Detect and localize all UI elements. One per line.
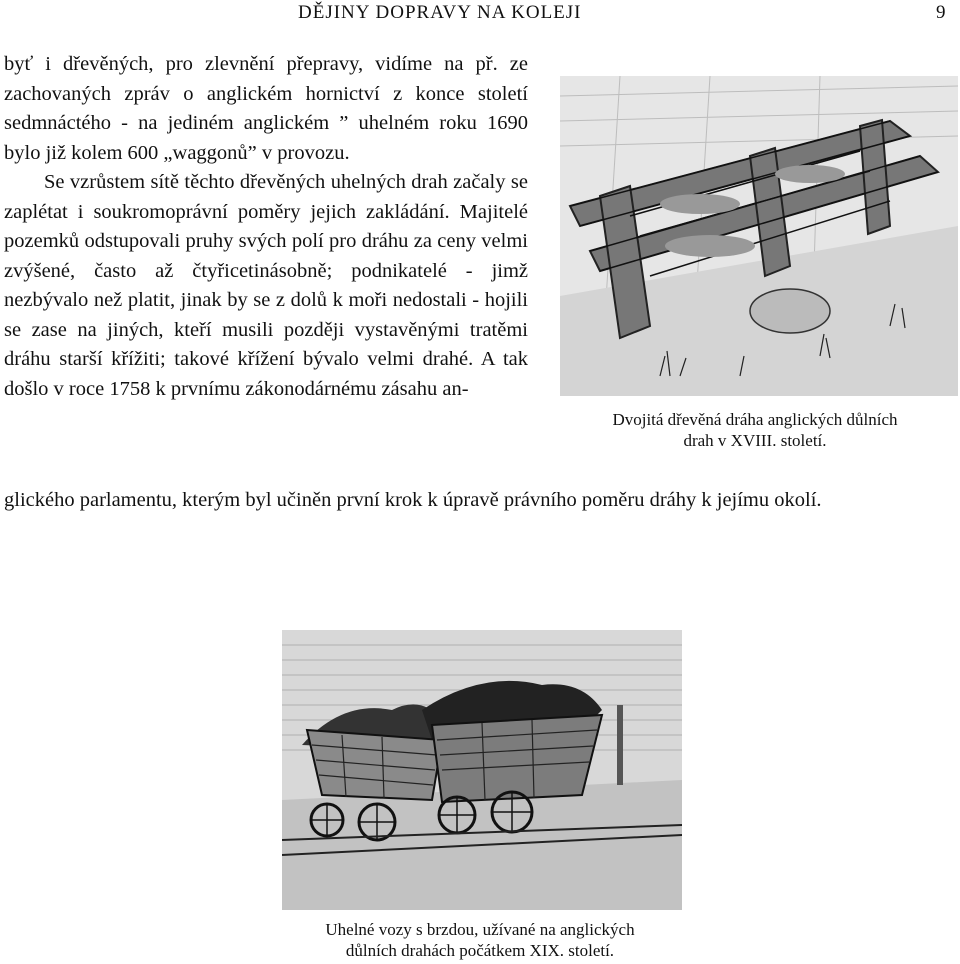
paragraph-2: Se vzrůstem sítě těchto dřevěných uhelných drah začaly se zaplétat i soukromoprávní poměry jejich zakládání. Majitelé pozemků odstupovali pruhy svých polí pro dráhu za ceny velmi zvýšené, často až čtyřicetinásobně; podnikatelé - jimž nezbývalo než platit, jinak by se z dolů k moři nedostali - hojili se zase na jiných, kteří musili později vystavěnými tratěmi dráhu starší křížiti; takové křížení bývalo velmi drahé. A tak došlo v roce 1758 k prvnímu zákonodárnému zásahu an- — [4, 171, 528, 400]
running-title: DĚJINY DOPRAVY NA KOLEJI — [298, 2, 582, 23]
page-number: 9 — [936, 2, 947, 23]
wooden-track-illustration — [560, 76, 958, 396]
figure-2-caption — [270, 919, 690, 961]
body-text-continuation: glického parlamentu, kterým byl učiněn první krok k úpravě právního poměru dráhy k jejímu okolí. — [4, 489, 822, 511]
paragraph-1: byť i dřevěných, pro zlevnění přepravy, vidíme na př. ze zachovaných zpráv o anglickém hornictví z konce století sedmnáctého - na jediném anglickém ” uhelném roku 1690 bylo již kolem 600 „waggonů” v provozu. — [4, 53, 528, 164]
body-text-column — [4, 50, 528, 404]
figure-1-caption-line-2: drah v XVIII. století. — [683, 431, 827, 450]
page-header — [0, 2, 960, 28]
figure-1-caption — [555, 409, 955, 451]
figure-2-caption-line-1: Uhelné vozy s brzdou, užívané na anglických — [325, 920, 635, 939]
figure-2-caption-line-2: důlních drahách počátkem XIX. století. — [345, 941, 615, 960]
coal-wagons-illustration — [282, 630, 682, 910]
figure-1-caption-line-1: Dvojitá dřevěná dráha anglických důlních — [612, 410, 898, 429]
